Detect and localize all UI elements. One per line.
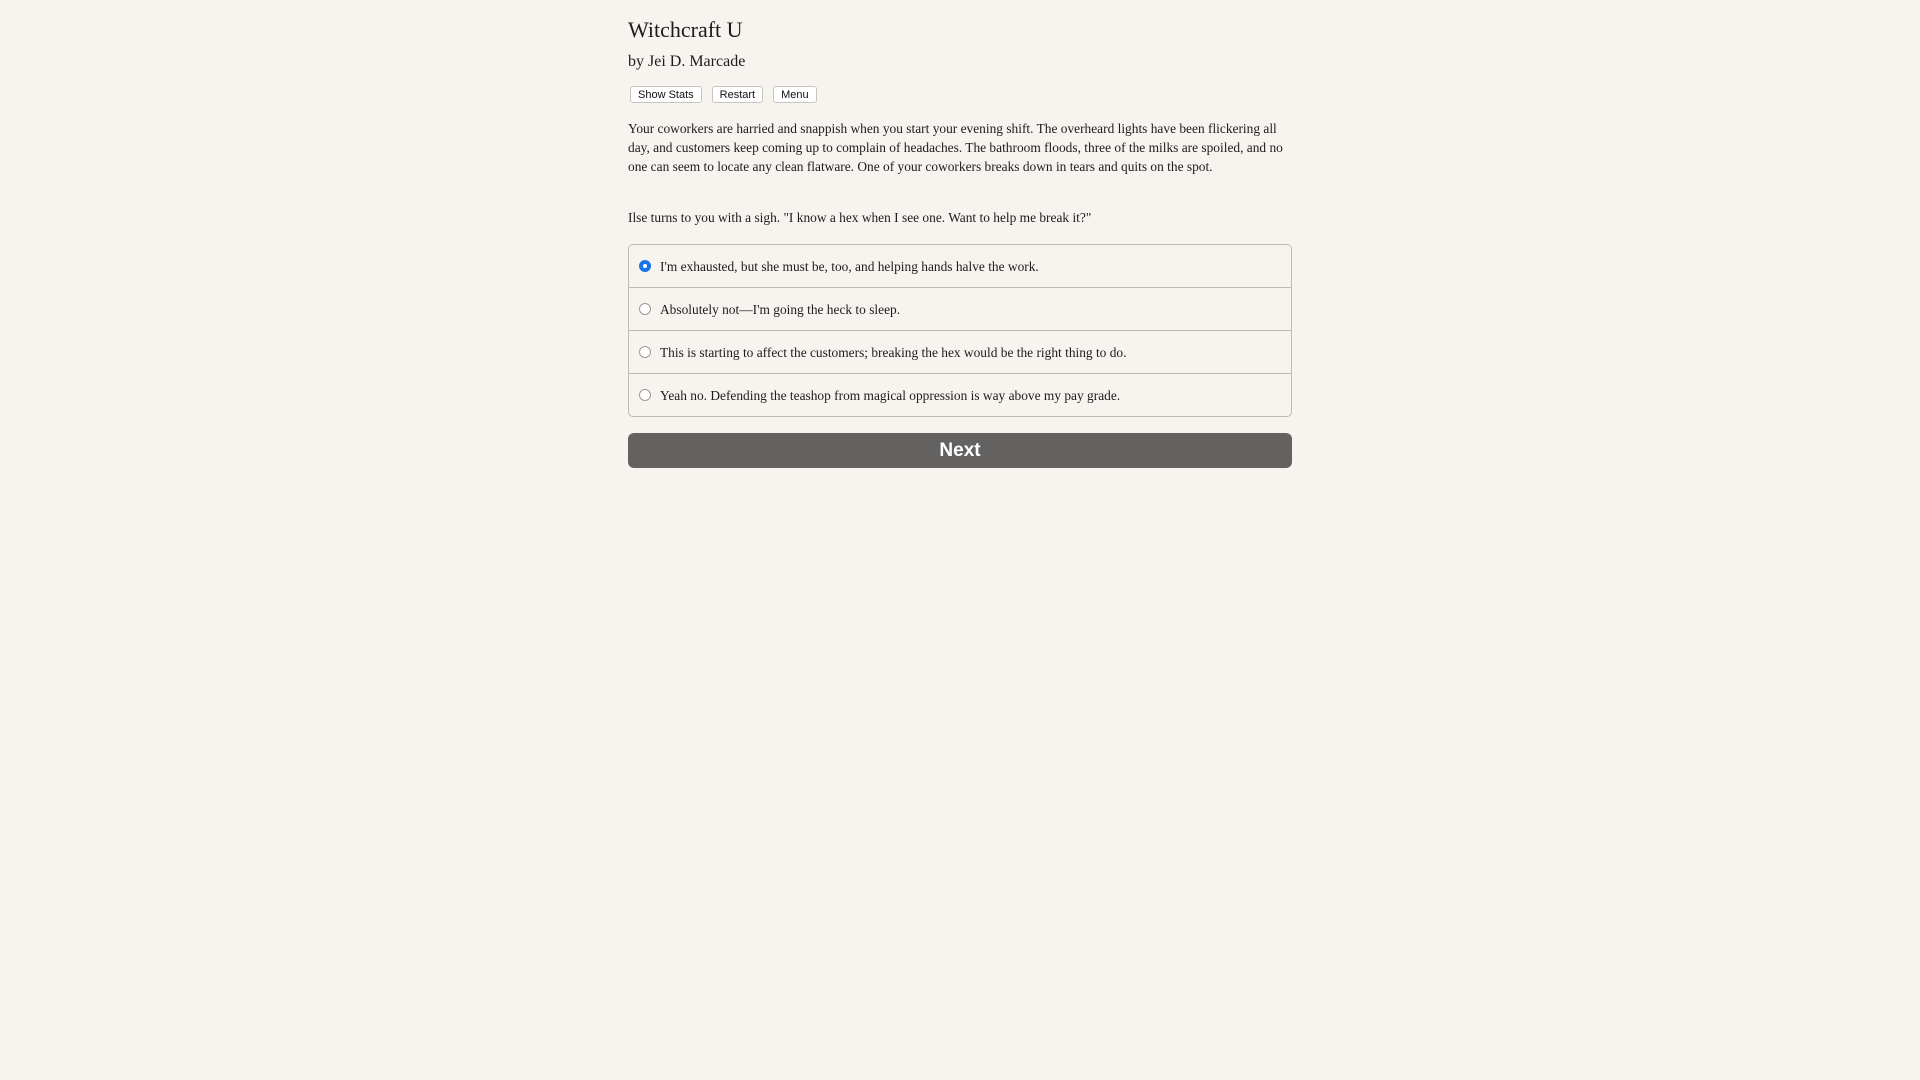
radio-button[interactable] [639, 389, 651, 401]
show-stats-button[interactable]: Show Stats [630, 86, 702, 103]
story-paragraph: Your coworkers are harried and snappish when you start your evening shift. The overheard lights have been flickering all day, and customers keep coming up to complain of headaches. The bathroom floods, three of the milks are spoiled, and no one can seem to locate any clean flatware. One of your coworkers breaks down in tears and quits on the spot. [628, 121, 1283, 174]
choice-option[interactable] [629, 288, 1291, 331]
next-button[interactable]: Next [628, 433, 1292, 468]
menu-button[interactable]: Menu [773, 86, 817, 103]
radio-button[interactable] [639, 346, 651, 358]
radio-button[interactable] [639, 303, 651, 315]
radio-button-selected[interactable] [639, 260, 651, 272]
game-author: by Jei D. Marcade [628, 53, 746, 70]
choice-label[interactable]: Absolutely not—I'm going the heck to sleep. [660, 302, 901, 317]
choice-option[interactable] [629, 374, 1291, 417]
restart-button[interactable]: Restart [712, 86, 763, 103]
choice-list [628, 244, 1292, 417]
game-title: Witchcraft U [628, 17, 743, 42]
choice-option[interactable] [629, 331, 1291, 374]
story-paragraph: Ilse turns to you with a sigh. "I know a hex when I see one. Want to help me break it?" [628, 210, 1092, 225]
choice-label[interactable]: This is starting to affect the customers; breaking the hex would be the right thing to do. [660, 345, 1127, 360]
choice-label[interactable]: I'm exhausted, but she must be, too, and helping hands halve the work. [660, 259, 1039, 274]
choice-option[interactable] [629, 245, 1291, 288]
choice-label[interactable]: Yeah no. Defending the teashop from magical oppression is way above my pay grade. [660, 388, 1121, 403]
toolbar [630, 86, 817, 103]
